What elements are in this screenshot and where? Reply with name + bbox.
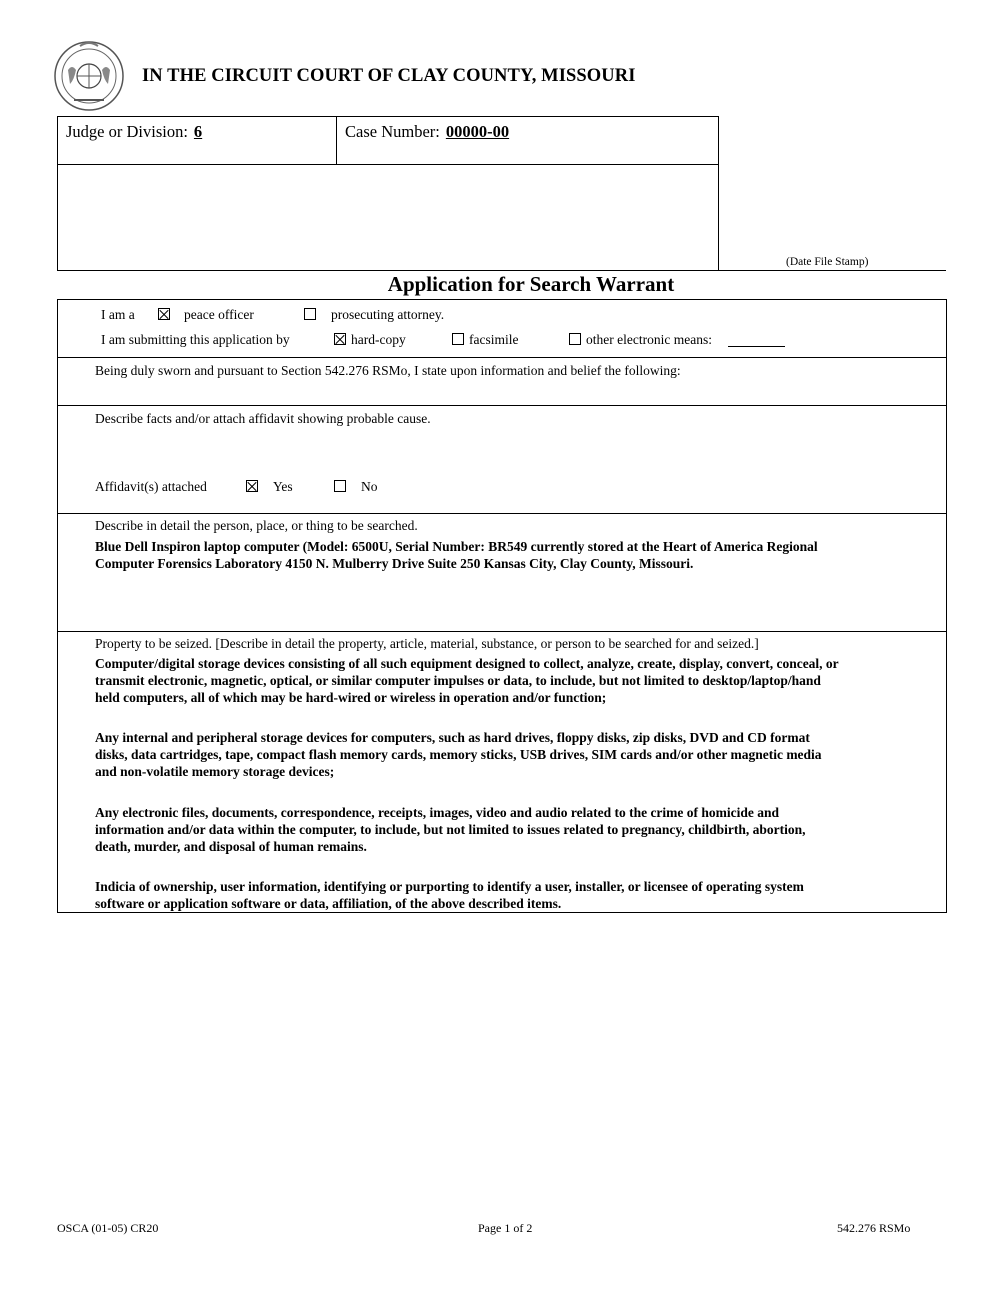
footer-statute: 542.276 RSMo [837, 1221, 911, 1235]
affidavit-yes-label: Yes [273, 479, 293, 494]
property-line: Computer/digital storage devices consisting of all such equipment designed to collect, analyze, create, display, convert, conceal, or [95, 656, 839, 671]
sworn-section [58, 358, 946, 406]
probable-cause-label: Describe facts and/or attach affidavit showing probable cause. [95, 411, 431, 426]
probable-cause-section [58, 406, 946, 514]
case-header-row [58, 117, 718, 165]
other-electronic-label: other electronic means: [586, 332, 712, 347]
court-title: IN THE CIRCUIT COURT OF CLAY COUNTY, MISSOURI [142, 66, 636, 86]
form-title: Application for Search Warrant [387, 272, 675, 296]
property-line: death, murder, and disposal of human remains. [95, 839, 367, 854]
facsimile-checkbox[interactable] [452, 333, 464, 345]
case-header-box [57, 116, 719, 271]
peace-officer-label: peace officer [184, 307, 254, 322]
affidavit-no-checkbox[interactable] [334, 480, 346, 492]
property-section [58, 632, 946, 914]
judge-division-field [66, 122, 202, 142]
property-item-indicia [95, 878, 915, 912]
property-line: Any internal and peripheral storage devices for computers, such as hard drives, floppy disks, zip disks, DVD and CD format [95, 730, 810, 745]
role-prefix: I am a [101, 307, 135, 322]
affidavit-yes-checkbox[interactable] [246, 480, 258, 492]
prosecuting-attorney-checkbox[interactable] [304, 308, 316, 320]
property-line: held computers, all of which may be hard-wired or wireless in operation and/or function; [95, 690, 607, 705]
hard-copy-label: hard-copy [351, 332, 406, 347]
case-number-value: 00000-00 [445, 122, 510, 141]
property-line: information and/or data within the computer, to include, but not limited to issues related to pregnancy, childbirth, abortion, [95, 822, 806, 837]
date-file-stamp-label: (Date File Stamp) [786, 256, 869, 268]
property-line: software or application software or data, affiliation, of the above described items. [95, 896, 562, 911]
searched-section [58, 514, 946, 632]
prosecuting-attorney-label: prosecuting attorney. [331, 307, 445, 322]
property-line: and non-volatile memory storage devices; [95, 764, 335, 779]
role-section [58, 300, 946, 358]
other-electronic-blank[interactable] [728, 346, 785, 347]
footer-page-number: Page 1 of 2 [478, 1221, 533, 1235]
property-item-files [95, 804, 915, 855]
missouri-seal-icon [50, 40, 128, 112]
submission-prefix: I am submitting this application by [101, 332, 290, 347]
searched-line: Computer Forensics Laboratory 4150 N. Mulberry Drive Suite 250 Kansas City, Clay County, Missouri. [95, 556, 694, 571]
application-form [57, 299, 947, 913]
property-item-storage [95, 729, 915, 780]
sworn-statement: Being duly sworn and pursuant to Section 542.276 RSMo, I state upon information and belief the following: [95, 363, 681, 378]
property-line: transmit electronic, magnetic, optical, or similar computer impulses or data, to include, but not limited to desktop/laptop/hand [95, 673, 821, 688]
property-label: Property to be seized. [Describe in detail the property, article, material, substance, or person to be searched for and seized.] [95, 636, 759, 651]
date-stamp-line [719, 270, 946, 271]
peace-officer-checkbox[interactable] [158, 308, 170, 320]
footer-form-code: OSCA (01-05) CR20 [57, 1221, 159, 1235]
property-line: Any electronic files, documents, correspondence, receipts, images, video and audio related to the crime of homicide and [95, 805, 780, 820]
affidavit-no-label: No [361, 479, 378, 494]
property-line: disks, data cartridges, tape, compact flash memory cards, memory sticks, USB drives, SIM cards and/or other magnetic media [95, 747, 822, 762]
searched-description [95, 538, 915, 572]
other-electronic-checkbox[interactable] [569, 333, 581, 345]
judge-division-label: Judge or Division: [66, 122, 188, 141]
searched-line: Blue Dell Inspiron laptop computer (Model: 6500U, Serial Number: BR549 currently stored at the Heart of America Regional [95, 539, 818, 554]
case-number-field [345, 122, 509, 142]
searched-label: Describe in detail the person, place, or thing to be searched. [95, 518, 418, 533]
hard-copy-checkbox[interactable] [334, 333, 346, 345]
case-number-label: Case Number: [345, 122, 440, 141]
property-line: Indicia of ownership, user information, identifying or purporting to identify a user, installer, or licensee of operating system [95, 879, 804, 894]
affidavit-label: Affidavit(s) attached [95, 479, 207, 494]
judge-division-value: 6 [193, 122, 203, 141]
facsimile-label: facsimile [469, 332, 519, 347]
property-item-computers [95, 655, 915, 706]
